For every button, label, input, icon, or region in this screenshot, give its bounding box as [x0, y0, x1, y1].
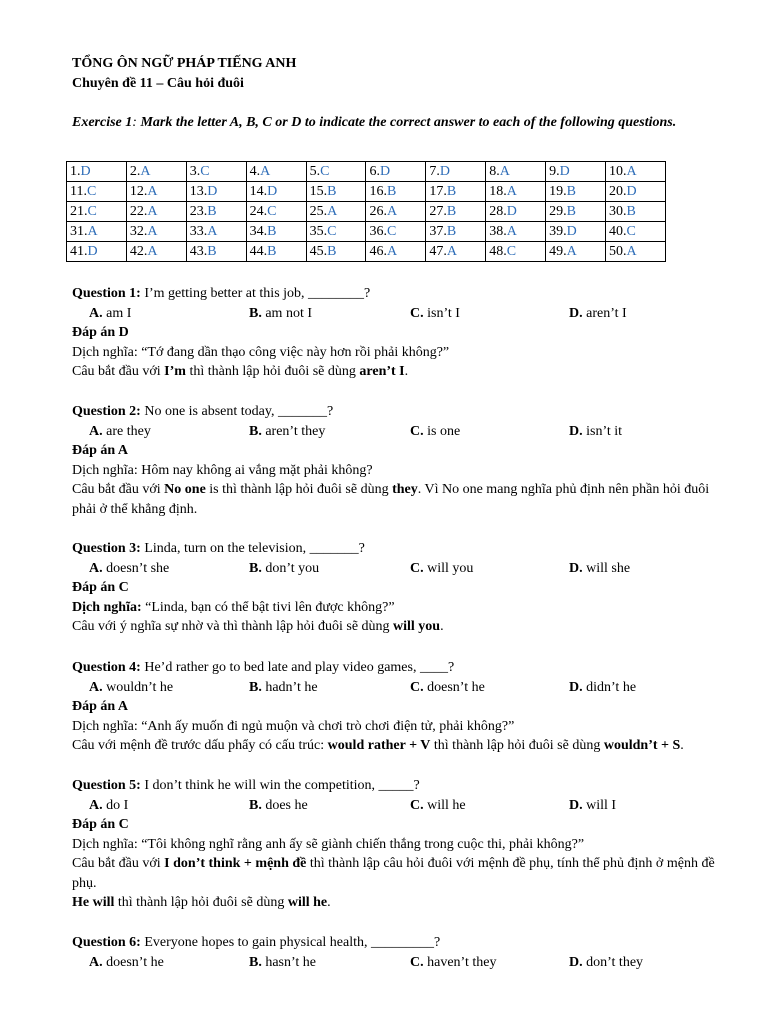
- option-d: D. isn’t it: [569, 423, 623, 439]
- answer-key-cell: [546, 182, 606, 202]
- question-number: 14.: [249, 184, 268, 199]
- explanation-line: Câu bắt đầu với I don’t think + mệnh đề thì thành lập câu hỏi đuôi với mệnh đề phụ, tính thể phủ định ở mệnh đề phụ.: [72, 856, 715, 891]
- answer-letter: C: [200, 164, 210, 179]
- answer-letter: A: [626, 164, 637, 179]
- option-c: C. is one: [410, 423, 461, 439]
- option-a: A. doesn’t he: [89, 954, 164, 970]
- question-block: [72, 539, 732, 637]
- option-c: C. haven’t they: [410, 954, 497, 970]
- question-number: 20.: [609, 184, 627, 199]
- answer-key-cell: [126, 162, 186, 182]
- answer-letter: A: [506, 224, 517, 239]
- question-number: 16.: [369, 184, 387, 199]
- answer-key-cell: [426, 162, 486, 182]
- question-number: 28.: [489, 204, 507, 219]
- explanation-line: Dịch nghĩa: “Linda, bạn có thể bật tivi lên được không?”: [72, 599, 395, 615]
- question-stem: [72, 658, 732, 678]
- answer-letter: A: [626, 244, 637, 259]
- answer-label: Đáp án C: [72, 817, 129, 832]
- question-number: 49.: [549, 244, 567, 259]
- answer-key-cell: [606, 162, 666, 182]
- question-text: He’d rather go to bed late and play video games, ____?: [140, 660, 455, 675]
- answer-letter: B: [267, 244, 277, 259]
- answer-key-cell: [67, 242, 127, 262]
- question-stem: [72, 776, 732, 796]
- answer-key-cell: [246, 222, 306, 242]
- answer-key-cell: [486, 222, 546, 242]
- answer-key-cell: [546, 162, 606, 182]
- answer-key-cell: [486, 182, 546, 202]
- answer-letter: B: [327, 184, 337, 199]
- question-number: 21.: [70, 204, 88, 219]
- answer-letter: D: [566, 224, 577, 239]
- question-label: Question 2:: [72, 404, 141, 419]
- option-b: B. does he: [249, 797, 308, 813]
- answer-letter: B: [626, 204, 636, 219]
- question-number: 38.: [489, 224, 507, 239]
- option-d: D. will she: [569, 560, 631, 576]
- option-c: C. doesn’t he: [410, 679, 485, 695]
- answer-key-cell: [126, 202, 186, 222]
- explanation-line: Câu với ý nghĩa sự nhờ và thì thành lập hỏi đuôi sẽ dùng will you.: [72, 619, 444, 634]
- option-a: A. are they: [89, 423, 151, 439]
- option-a: A. wouldn’t he: [89, 679, 174, 695]
- answer-key-cell: [426, 182, 486, 202]
- question-number: 34.: [249, 224, 268, 239]
- answer-letter: C: [626, 224, 636, 239]
- answer-key-cell: [606, 182, 666, 202]
- question-label: Question 1:: [72, 286, 141, 301]
- answer-letter: C: [267, 204, 277, 219]
- question-number: 36.: [369, 224, 387, 239]
- question-number: 13.: [189, 184, 208, 199]
- answer-key-cell: [606, 242, 666, 262]
- question-number: 15.: [309, 184, 328, 199]
- question-number: 47.: [429, 244, 447, 259]
- question-number: 37.: [429, 224, 447, 239]
- answer-key-cell: [126, 182, 186, 202]
- question-number: 1.: [70, 164, 81, 179]
- answer-key-cell: [366, 162, 426, 182]
- question-number: 32.: [129, 224, 148, 239]
- exercise-label: Exercise 1: [72, 115, 133, 130]
- answer-key-cell: [246, 242, 306, 262]
- answer-letter: B: [446, 184, 457, 199]
- question-block: [72, 284, 732, 382]
- answer-key-cell: [186, 202, 246, 222]
- answer-label: Đáp án D: [72, 325, 129, 340]
- answer-key-cell: [306, 162, 366, 182]
- answer-letter: D: [559, 164, 570, 179]
- question-number: 40.: [609, 224, 627, 239]
- document-subtitle: Chuyên đề 11 – Câu hỏi đuôi: [72, 76, 244, 91]
- answer-letter: B: [566, 204, 576, 219]
- answer-key-cell: [486, 242, 546, 262]
- answer-key-cell: [306, 202, 366, 222]
- answer-letter: A: [446, 244, 457, 259]
- question-number: 19.: [549, 184, 567, 199]
- answer-letter: A: [566, 244, 577, 259]
- question-options: [72, 304, 732, 324]
- option-a: A. doesn’t she: [89, 560, 170, 576]
- exercise-colon: :: [132, 115, 137, 130]
- option-b: B. don’t you: [249, 560, 320, 576]
- question-number: 42.: [129, 244, 148, 259]
- answer-key-cell: [67, 162, 127, 182]
- option-a: A. do I: [89, 797, 129, 813]
- option-c: C. will you: [410, 560, 474, 576]
- answer-key-cell: [366, 242, 426, 262]
- question-number: 2.: [129, 164, 141, 179]
- option-c: C. will he: [410, 797, 466, 813]
- answer-letter: B: [207, 244, 217, 259]
- answer-letter: B: [446, 224, 457, 239]
- explanation-line: Câu bắt đầu với I’m thì thành lập hỏi đuôi sẽ dùng aren’t I.: [72, 364, 409, 379]
- question-text: I’m getting better at this job, ________?: [140, 286, 371, 301]
- question-number: 23.: [189, 204, 208, 219]
- answer-key-cell: [67, 182, 127, 202]
- question-number: 46.: [369, 244, 387, 259]
- explanation-line: Dịch nghĩa: “Tôi không nghĩ rằng anh ấy sẽ giành chiến thắng trong cuộc thi, phải không?”: [72, 836, 585, 852]
- question-number: 29.: [549, 204, 567, 219]
- answer-key-cell: [246, 202, 306, 222]
- answer-letter: D: [87, 244, 98, 259]
- answer-letter: A: [327, 204, 338, 219]
- option-d: D. don’t they: [569, 954, 644, 970]
- answer-letter: C: [86, 184, 97, 199]
- answer-key-row: [67, 222, 666, 242]
- question-number: 8.: [489, 164, 500, 179]
- option-d: D. aren’t I: [569, 305, 627, 321]
- question-number: 27.: [429, 204, 447, 219]
- question-number: 11.: [70, 184, 87, 199]
- answer-letter: D: [439, 164, 450, 179]
- question-number: 26.: [369, 204, 387, 219]
- question-number: 9.: [549, 164, 560, 179]
- answer-letter: B: [566, 184, 576, 199]
- explanation-line: Dịch nghĩa: Hôm nay không ai vắng mặt phải không?: [72, 462, 373, 478]
- answer-letter: C: [87, 204, 97, 219]
- question-stem: [72, 933, 732, 953]
- question-number: 48.: [489, 244, 507, 259]
- explanation-line: Câu với mệnh đề trước dấu phẩy có cấu trúc: would rather + V thì thành lập hỏi đuôi sẽ dùng wouldn’t + S.: [72, 738, 684, 753]
- question-number: 24.: [249, 204, 268, 219]
- question-block: [72, 658, 732, 756]
- answer-key-cell: [366, 182, 426, 202]
- option-c: C. isn’t I: [410, 305, 460, 321]
- answer-key-table: [66, 161, 666, 262]
- answer-key-cell: [486, 162, 546, 182]
- question-label: Question 3:: [72, 541, 141, 556]
- question-text: I don’t think he will win the competition, _____?: [140, 778, 420, 793]
- question-number: 10.: [609, 164, 627, 179]
- answer-key-cell: [606, 222, 666, 242]
- question-number: 6.: [369, 164, 380, 179]
- answer-key-cell: [246, 162, 306, 182]
- answer-letter: A: [147, 204, 158, 219]
- question-label: Question 6:: [72, 935, 141, 950]
- answer-key-cell: [306, 242, 366, 262]
- exercise-text: Mark the letter A, B, C or D to indicate the correct answer to each of the following questions.: [136, 115, 677, 130]
- answer-letter: B: [446, 204, 457, 219]
- document-title: TỔNG ÔN NGỮ PHÁP TIẾNG ANH: [72, 56, 297, 71]
- answer-key-cell: [186, 182, 246, 202]
- option-b: B. hasn’t he: [249, 954, 317, 970]
- answer-label: Đáp án A: [72, 699, 129, 714]
- question-number: 44.: [249, 244, 268, 259]
- question-block: [72, 402, 732, 519]
- question-text: Linda, turn on the television, _______?: [140, 541, 365, 556]
- option-a: A. am I: [89, 305, 132, 321]
- question-number: 5.: [309, 164, 321, 179]
- option-d: D. didn’t he: [569, 679, 637, 695]
- question-text: No one is absent today, _______?: [140, 404, 334, 419]
- question-options: [72, 953, 732, 973]
- answer-letter: A: [147, 184, 158, 199]
- question-number: 41.: [70, 244, 88, 259]
- answer-key-row: [67, 242, 666, 262]
- question-stem: [72, 539, 732, 559]
- answer-key-cell: [246, 182, 306, 202]
- answer-key-cell: [426, 242, 486, 262]
- answer-letter: D: [506, 204, 517, 219]
- answer-letter: C: [506, 244, 517, 259]
- answer-key-cell: [306, 222, 366, 242]
- question-number: 43.: [189, 244, 208, 259]
- answer-letter: C: [386, 224, 397, 239]
- answer-key-cell: [67, 202, 127, 222]
- question-block: [72, 776, 732, 913]
- answer-key-row: [67, 162, 666, 182]
- explanation-line: He will thì thành lập hỏi đuôi sẽ dùng will he.: [72, 895, 331, 910]
- explanation-line: Dịch nghĩa: “Anh ấy muốn đi ngủ muộn và chơi trò chơi điện tử, phải không?”: [72, 718, 515, 734]
- question-number: 39.: [549, 224, 567, 239]
- question-number: 17.: [429, 184, 447, 199]
- answer-key-cell: [546, 222, 606, 242]
- explanation-line: Dịch nghĩa: “Tớ đang dần thạo công việc này hơn rồi phải không?”: [72, 344, 450, 360]
- answer-key-cell: [366, 202, 426, 222]
- option-b: B. aren’t they: [249, 423, 326, 439]
- answer-letter: A: [260, 164, 271, 179]
- question-number: 30.: [609, 204, 627, 219]
- answer-label: Đáp án C: [72, 580, 129, 595]
- option-b: B. hadn’t he: [249, 679, 318, 695]
- answer-letter: A: [386, 244, 398, 259]
- answer-letter: A: [140, 164, 151, 179]
- question-stem: [72, 402, 732, 422]
- answer-letter: C: [320, 164, 330, 179]
- answer-key-cell: [186, 162, 246, 182]
- answer-letter: D: [207, 184, 218, 199]
- question-number: 35.: [309, 224, 328, 239]
- question-options: [72, 559, 732, 579]
- answer-letter: A: [147, 244, 158, 259]
- answer-key-row: [67, 182, 666, 202]
- answer-letter: A: [87, 224, 98, 239]
- question-number: 33.: [189, 224, 208, 239]
- question-number: 50.: [609, 244, 627, 259]
- answer-key-cell: [426, 222, 486, 242]
- answer-letter: A: [506, 184, 517, 199]
- question-number: 4.: [249, 164, 261, 179]
- answer-letter: B: [207, 204, 217, 219]
- answer-key-cell: [126, 222, 186, 242]
- answer-key-cell: [546, 242, 606, 262]
- answer-key-cell: [366, 222, 426, 242]
- option-b: B. am not I: [249, 305, 312, 321]
- exercise-instruction: [72, 114, 692, 131]
- question-stem: [72, 284, 732, 304]
- answer-key-cell: [67, 222, 127, 242]
- answer-letter: D: [80, 164, 91, 179]
- question-number: 7.: [429, 164, 440, 179]
- question-number: 22.: [129, 204, 148, 219]
- option-d: D. will I: [569, 797, 617, 813]
- answer-letter: A: [147, 224, 158, 239]
- answer-key-cell: [306, 182, 366, 202]
- answer-key-cell: [606, 202, 666, 222]
- question-label: Question 5:: [72, 778, 141, 793]
- answer-letter: C: [327, 224, 337, 239]
- question-text: Everyone hopes to gain physical health, _________?: [140, 935, 441, 950]
- question-number: 45.: [309, 244, 328, 259]
- answer-letter: B: [267, 224, 277, 239]
- answer-letter: A: [207, 224, 218, 239]
- question-number: 25.: [309, 204, 328, 219]
- answer-letter: A: [499, 164, 510, 179]
- answer-key-cell: [486, 202, 546, 222]
- question-block: [72, 933, 732, 972]
- question-options: [72, 678, 732, 698]
- answer-key-cell: [126, 242, 186, 262]
- question-label: Question 4:: [72, 660, 141, 675]
- answer-letter: B: [386, 184, 397, 199]
- explanation-line: Câu bắt đầu với No one is thì thành lập hỏi đuôi sẽ dùng they. Vì No one mang nghĩa phủ định nên phần hỏi đuôi phải ở thể khẳng định.: [72, 482, 710, 517]
- question-options: [72, 796, 732, 816]
- answer-letter: D: [267, 184, 278, 199]
- answer-letter: D: [626, 184, 637, 199]
- answer-key-row: [67, 202, 666, 222]
- answer-key-cell: [546, 202, 606, 222]
- question-number: 18.: [489, 184, 507, 199]
- answer-key-cell: [186, 242, 246, 262]
- answer-key-cell: [426, 202, 486, 222]
- question-options: [72, 422, 732, 442]
- answer-key-cell: [186, 222, 246, 242]
- question-number: 31.: [70, 224, 88, 239]
- question-number: 12.: [129, 184, 148, 199]
- answer-letter: B: [327, 244, 337, 259]
- question-number: 3.: [189, 164, 201, 179]
- answer-letter: A: [386, 204, 398, 219]
- answer-letter: D: [379, 164, 391, 179]
- answer-label: Đáp án A: [72, 443, 129, 458]
